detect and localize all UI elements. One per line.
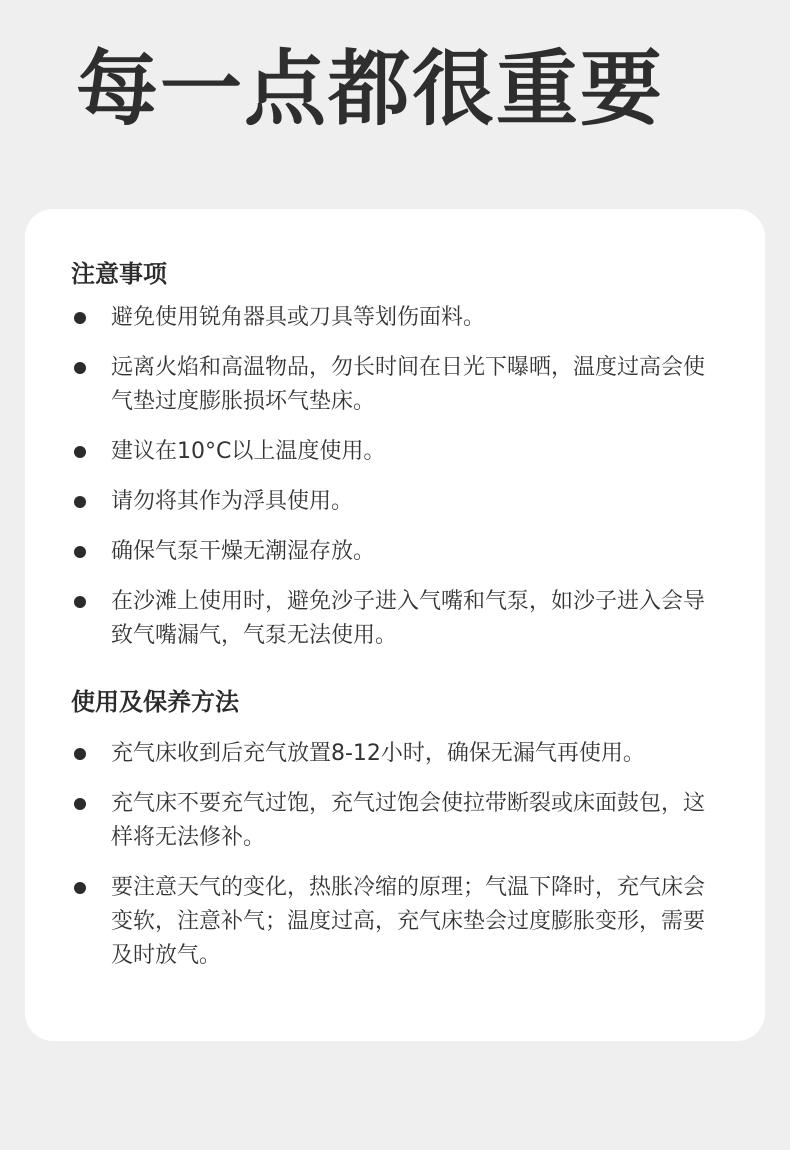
list-item <box>71 787 719 855</box>
list-item-text: 请勿将其作为浮具使用。 <box>111 489 354 514</box>
list-item-text: 远离火焰和高温物品，勿长时间在日光下曝晒，温度过高会使气垫过度膨胀损坏气垫床。 <box>111 355 706 414</box>
bullet-icon <box>74 446 86 458</box>
list-item-text: 建议在10°C以上温度使用。 <box>111 439 386 464</box>
list-item-text: 充气床不要充气过饱，充气过饱会使拉带断裂或床面鼓包，这样将无法修补。 <box>111 791 706 850</box>
info-card <box>25 209 765 1041</box>
bullet-icon <box>74 882 86 894</box>
precautions-list <box>71 301 719 653</box>
bullet-icon <box>74 362 86 374</box>
bullet-icon <box>74 748 86 760</box>
list-item-text: 确保气泵干燥无潮湿存放。 <box>111 539 376 564</box>
list-item-text: 避免使用锐角器具或刀具等划伤面料。 <box>111 305 486 330</box>
list-item <box>71 535 719 569</box>
list-item <box>71 435 719 469</box>
section-title-usage-care: 使用及保养方法 <box>71 688 239 716</box>
bullet-icon <box>74 312 86 324</box>
list-item-text: 要注意天气的变化，热胀冷缩的原理；气温下降时，充气床会变软，注意补气；温度过高，充气床垫会过度膨胀变形，需要及时放气。 <box>111 875 706 968</box>
bullet-icon <box>74 798 86 810</box>
bullet-icon <box>74 546 86 558</box>
bullet-icon <box>74 496 86 508</box>
list-item <box>71 871 719 973</box>
list-item <box>71 485 719 519</box>
usage-care-list <box>71 737 719 973</box>
list-item <box>71 737 719 771</box>
page-title: 每一点都很重要 <box>76 42 665 137</box>
bullet-icon <box>74 596 86 608</box>
list-item-text: 在沙滩上使用时，避免沙子进入气嘴和气泵，如沙子进入会导致气嘴漏气，气泵无法使用。 <box>111 589 706 648</box>
list-item <box>71 351 719 419</box>
section-title-precautions: 注意事项 <box>71 260 167 288</box>
list-item <box>71 301 719 335</box>
list-item-text: 充气床收到后充气放置8-12小时，确保无漏气再使用。 <box>111 741 645 766</box>
list-item <box>71 585 719 653</box>
